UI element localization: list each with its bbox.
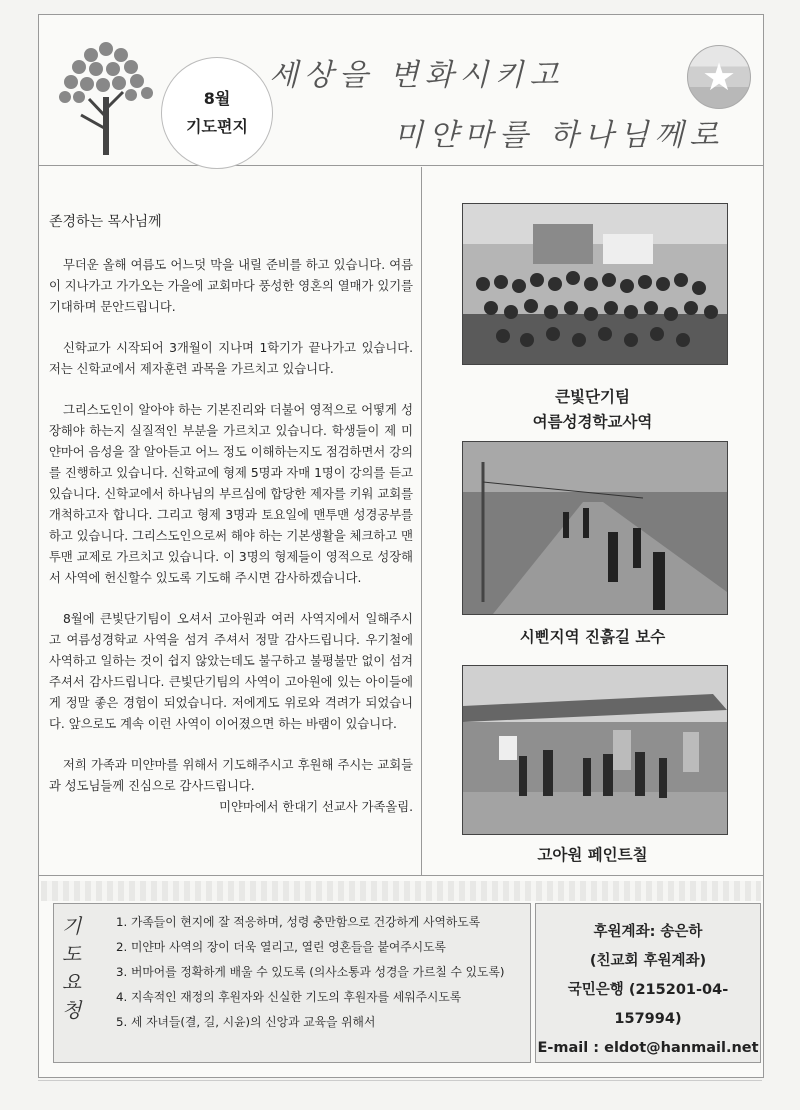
- prayer-request-box: [53, 903, 531, 1063]
- donation-bank-account: 국민은행 (215201-04-157994): [567, 982, 729, 1027]
- month-badge: [161, 57, 273, 169]
- prayer-item-2: 2. 미얀마 사역의 장이 더욱 열리고, 열린 영혼들을 붙여주시도록: [116, 940, 446, 954]
- road-repair-photo: [462, 441, 728, 615]
- contact-email: E-mail : eldot@hanmail.net: [537, 1040, 759, 1056]
- tree-logo-icon: [51, 37, 161, 157]
- photo-2-caption: [422, 625, 763, 650]
- photo-2-caption-line-1: 시삔지역 진흙길 보수: [519, 628, 666, 646]
- slogan-line-2: 미얀마를 하나님께로: [394, 118, 725, 153]
- header: [39, 15, 763, 166]
- letter-paragraph-3: 그리스도인이 알아야 하는 기본진리와 더불어 영적으로 어떻게 성장해야 하는지 실질적인 부분을 가르치고 있습니다. 학생들이 제 미얀마어 음성을 잘 알아듣고 어느 정도 이해하는지도 점검하면서 강의를 진행하고 있습니다. 신학교에 형제 5명과 자매 1명이 강의를 듣고 있습니다. 신학교에서 하나님의 부르심에 합당한 제자를 키워 교회를 개척하고자 합니다. 그리고 형제 3명과 토요일에 맨투맨 성경공부를 하고 있습니다. 그리스도인으로써 해야 하는 기본생활을 체크하고 맨투맨 교제로 가르치고 있습니다. 이 3명의 형제들이 영적으로 성장해서 사역에 헌신할수 있도록 기도해 주시면 감사하겠습니다.: [49, 403, 413, 585]
- prayer-item-4: 4. 지속적인 재정의 후원자와 신실한 기도의 후원자를 세워주시도록: [116, 990, 462, 1004]
- prayer-request-list: [116, 910, 526, 1035]
- letter-paragraph-4: 8월에 큰빛단기팀이 오셔서 고아원과 여러 사역지에서 일해주시고 여름성경학교 사역을 섬겨 주셔서 정말 감사드립니다. 우기철에 사역하고 일하는 것이 쉽지 않았는데도 불구하고 불평불만 없이 섬겨주셔서 감사드립니다. 큰빛단기팀의 사역이 고아원에 있는 아이들에게 정말 좋은 경험이 되었습니다. 저에게도 위로와 격려가 되었습니다. 앞으로도 계속 이런 사역이 이어졌으면 하는 바램이 있습니다.: [49, 612, 413, 731]
- prayer-item-1: 1. 가족들이 현지에 잘 적응하며, 성령 충만함으로 건강하게 사역하도록: [116, 915, 481, 929]
- group-photo: [462, 203, 728, 365]
- orphanage-painting-photo: [462, 665, 728, 835]
- letter-type-label: 기도편지: [186, 117, 248, 136]
- myanmar-flag-star-icon: ★: [687, 45, 751, 109]
- faded-print-band: [41, 881, 761, 901]
- donation-info-box: [535, 903, 761, 1063]
- photo-3-caption-line-1: 고아원 페인트칠: [537, 846, 648, 864]
- letter-signature: 미얀마에서 한대기 선교사 가족올림.: [219, 800, 413, 814]
- donation-account-label: 후원계좌: 송은하: [593, 924, 703, 940]
- photo-1-caption: [422, 385, 763, 435]
- prayer-request-title: 기도 요청: [62, 914, 88, 1022]
- letter-paragraph-5: 저희 가족과 미얀마를 위해서 기도해주시고 후원해 주시는 교회들과 성도님들께 진심으로 감사드립니다.: [49, 758, 413, 793]
- letter-column: [39, 167, 422, 875]
- newsletter-page: [38, 14, 764, 1078]
- page-bottom-line: [38, 1080, 762, 1081]
- photo-1-caption-line-2: 여름성경학교사역: [532, 413, 653, 431]
- donation-account-note: (친교회 후원계좌): [589, 953, 707, 969]
- prayer-item-3: 3. 버마어를 정확하게 배울 수 있도록 (의사소통과 성경을 가르칠 수 있도록): [116, 965, 505, 979]
- photo-3-caption: [422, 843, 763, 868]
- letter-paragraph-1: 무더운 올해 여름도 어느덧 막을 내릴 준비를 하고 있습니다. 여름이 지나가고 가가오는 가을에 교회마다 풍성한 영혼의 열매가 있기를 기대하며 문안드립니다.: [49, 258, 413, 314]
- letter-body: [49, 212, 413, 838]
- month-label: 8월: [203, 89, 231, 108]
- slogan-line-1: 세상을 변화시키고: [269, 58, 565, 93]
- photo-1-caption-line-1: 큰빛단기팀: [555, 388, 630, 406]
- section-divider: [39, 875, 763, 876]
- photo-column: [422, 167, 763, 875]
- letter-salutation: 존경하는 목사님께: [49, 214, 162, 230]
- letter-paragraph-2: 신학교가 시작되어 3개월이 지나며 1학기가 끝나가고 있습니다. 저는 신학교에서 제자훈련 과목을 가르치고 있습니다.: [49, 341, 413, 376]
- prayer-item-5: 5. 세 자녀들(결, 길, 시윤)의 신앙과 교육을 위해서: [116, 1015, 376, 1029]
